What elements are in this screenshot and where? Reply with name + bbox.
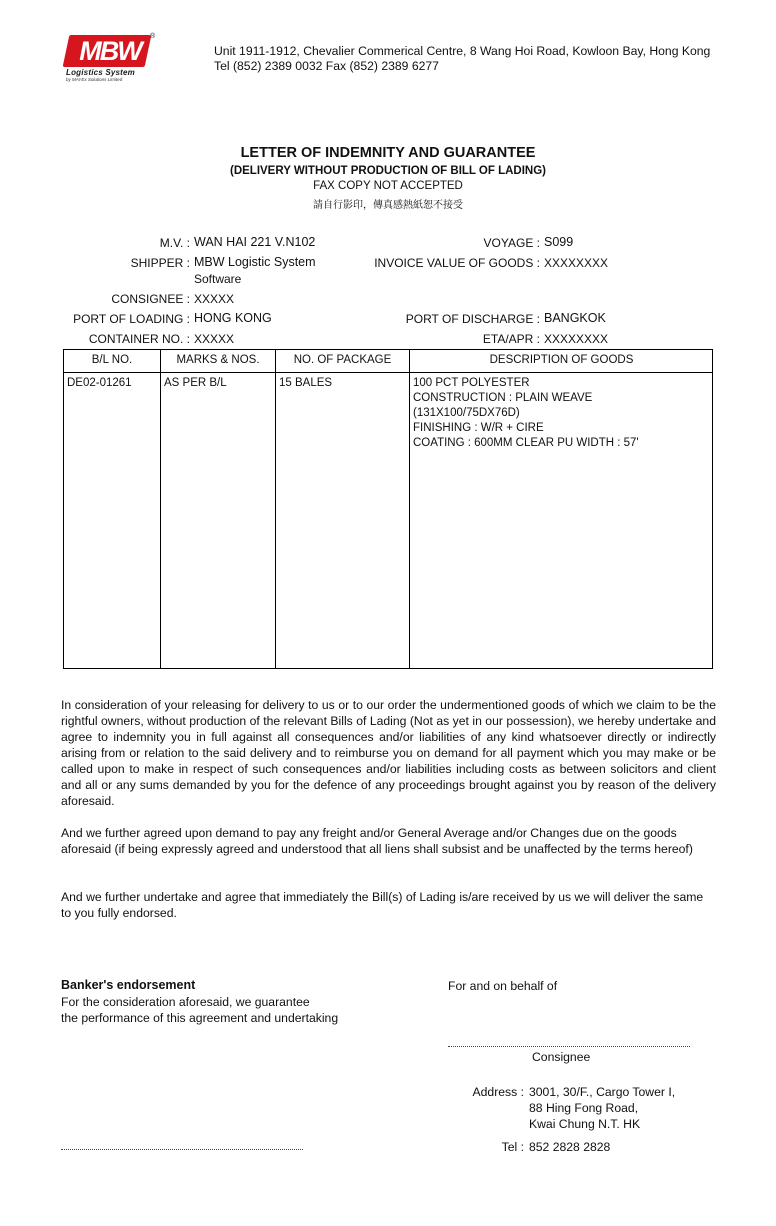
shipper-label: SHIPPER : bbox=[130, 256, 190, 270]
fax-note: FAX COPY NOT ACCEPTED bbox=[313, 180, 463, 192]
table-header-bl-no: B/L NO. bbox=[91, 354, 133, 366]
table-cell-bl-no: DE02-01261 bbox=[67, 377, 132, 389]
banker-signature-line bbox=[61, 1149, 303, 1150]
document-subtitle: (DELIVERY WITHOUT PRODUCTION OF BILL OF LADING) bbox=[229, 165, 547, 177]
on-behalf-of-label: For and on behalf of bbox=[448, 979, 558, 993]
tel-label: Tel : bbox=[501, 1140, 524, 1154]
banker-endorsement-line1: For the consideration aforesaid, we guarantee bbox=[61, 995, 310, 1009]
table-cell-marks: AS PER B/L bbox=[164, 377, 227, 389]
company-address-block bbox=[214, 44, 710, 74]
consignee-label: CONSIGNEE : bbox=[111, 292, 190, 306]
description-line: CONSTRUCTION : PLAIN WEAVE bbox=[413, 392, 593, 404]
voyage-value: S099 bbox=[544, 235, 574, 249]
description-line: FINISHING : W/R + CIRE bbox=[413, 422, 544, 434]
mv-label: M.V. : bbox=[159, 236, 190, 250]
port-of-loading-value: HONG KONG bbox=[194, 311, 272, 325]
indemnity-paragraph-2: And we further agreed upon demand to pay any freight and/or General Average and/or Changes due on the goods aforesaid (if being expressly agreed and understood that all liens shall subsist and be unaffected by the terms hereof) bbox=[61, 826, 693, 856]
document-title: LETTER OF INDEMNITY AND GUARANTEE bbox=[240, 145, 536, 161]
indemnity-paragraph-3: And we further undertake and agree that immediately the Bill(s) of Lading is/are received by us we will deliver the same to you fully endorsed. bbox=[61, 890, 704, 920]
logo-brand: MBW bbox=[79, 36, 141, 66]
table-cell-packages: 15 BALES bbox=[279, 377, 333, 389]
port-of-loading-label: PORT OF LOADING : bbox=[73, 312, 190, 326]
eta-label: ETA/APR : bbox=[482, 332, 540, 346]
eta-value: XXXXXXXX bbox=[544, 332, 609, 346]
indemnity-paragraph-1: In consideration of your releasing for delivery to us or to our order the undermentioned goods of which we claim to be the rightful owners, without production of the relevant Bills of Lading (Not as yet in our possession), we hereby undertake and agree to indemnity you in full against all consequences and/or liabilities of any kind whatsoever directly or indirectly arising from or relation to the said delivery and to reimburse you on demand for all payment which you may make or be called upon to make in respect of such consequences and/or liabilities including costs as between solicitors and client and all or any sums demanded by you for the defence of any proceedings brought against you by reason of the delivery aforesaid. bbox=[61, 698, 716, 808]
table-cell-description bbox=[413, 376, 639, 451]
logo-byline: by MAYEx Solutions Limited bbox=[66, 77, 123, 82]
consignee-value: XXXXX bbox=[194, 292, 235, 306]
description-line: COATING : 600MM CLEAR PU WIDTH : 57' bbox=[413, 437, 639, 449]
consignee-caption: Consignee bbox=[532, 1050, 591, 1064]
company-address: Unit 1911-1912, Chevalier Commerical Centre, 8 Wang Hoi Road, Kowloon Bay, Hong Kong bbox=[214, 44, 711, 58]
chinese-note: 請自行影印，傳真感熱紙恕不接受 bbox=[313, 200, 463, 211]
mv-value: WAN HAI 221 V.N102 bbox=[194, 235, 316, 249]
banker-endorsement-heading: Banker's endorsement bbox=[61, 978, 196, 992]
tel-value: 852 2828 2828 bbox=[529, 1140, 611, 1154]
shipper-value-line1: MBW Logistic System bbox=[194, 255, 316, 269]
container-value: XXXXX bbox=[194, 332, 235, 346]
table-header-marks: MARKS & NOS. bbox=[176, 354, 260, 366]
invoice-value: XXXXXXXX bbox=[544, 256, 609, 270]
address-label: Address : bbox=[472, 1085, 524, 1099]
address-line3: Kwai Chung N.T. HK bbox=[529, 1117, 641, 1131]
voyage-label: VOYAGE : bbox=[483, 236, 540, 250]
invoice-value-label: INVOICE VALUE OF GOODS : bbox=[374, 256, 540, 270]
consignee-signature-line bbox=[448, 1046, 690, 1047]
port-of-discharge-label: PORT OF DISCHARGE : bbox=[405, 312, 540, 326]
description-line: 100 PCT POLYESTER bbox=[413, 377, 530, 389]
table-header-packages: NO. OF PACKAGE bbox=[293, 354, 392, 366]
address-line1: 3001, 30/F., Cargo Tower I, bbox=[529, 1085, 676, 1099]
logo-registered-mark: ® bbox=[150, 33, 156, 40]
description-line: (131X100/75DX76D) bbox=[413, 407, 520, 419]
port-of-discharge-value: BANGKOK bbox=[544, 311, 606, 325]
logo-tagline: Logistics System bbox=[66, 68, 136, 77]
address-line2: 88 Hing Fong Road, bbox=[529, 1101, 639, 1115]
shipper-value-line2: Software bbox=[194, 272, 242, 286]
company-logo bbox=[66, 35, 156, 83]
banker-endorsement-line2: the performance of this agreement and undertaking bbox=[61, 1011, 339, 1025]
company-contact: Tel (852) 2389 0032 Fax (852) 2389 6277 bbox=[214, 59, 439, 73]
table-header-description: DESCRIPTION OF GOODS bbox=[489, 354, 634, 366]
goods-table bbox=[63, 349, 713, 669]
container-label: CONTAINER NO. : bbox=[88, 332, 190, 346]
